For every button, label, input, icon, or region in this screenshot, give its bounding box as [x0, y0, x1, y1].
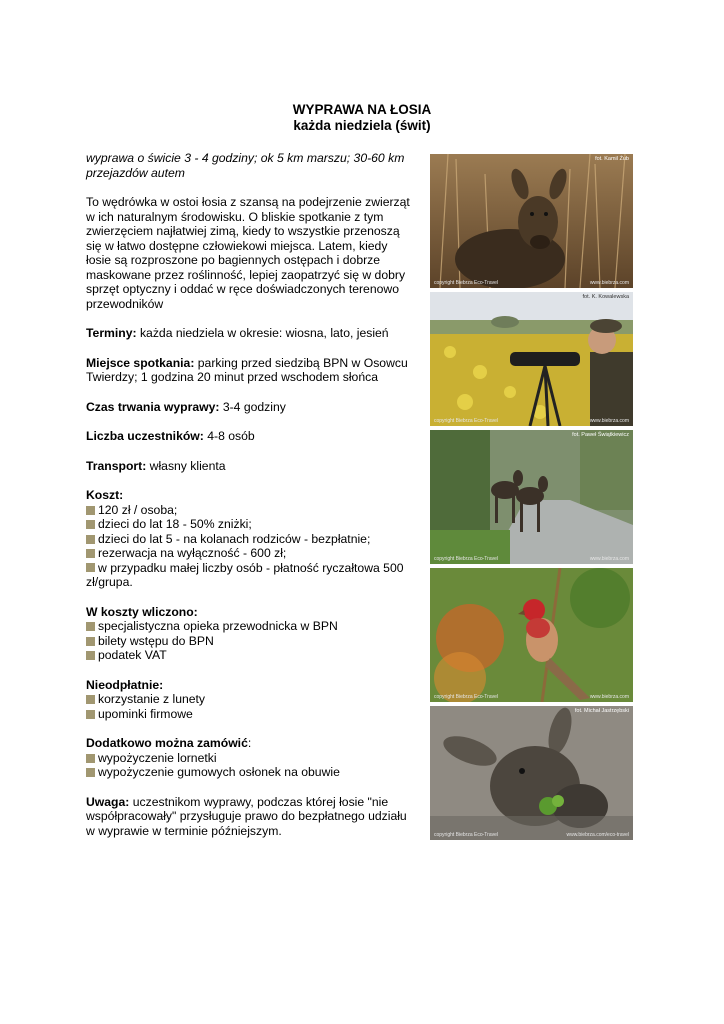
list-item: podatek VAT [86, 648, 414, 663]
uwaga-line [86, 795, 414, 839]
transport-label: Transport: [86, 458, 147, 473]
page-title: WYPRAWA NA ŁOSIA [292, 102, 432, 117]
koszt-heading: Koszt: [86, 488, 124, 502]
photo-copyright: copyright Biebrza Eco-Travel [434, 280, 499, 286]
square-bullet-icon [86, 549, 95, 558]
list-item: 120 zł / osoba; [86, 503, 414, 518]
photo-copyright: copyright Biebrza Eco-Travel [434, 418, 499, 424]
list-item: bilety wstępu do BPN [86, 634, 414, 649]
list-item: upominki firmowe [86, 707, 414, 722]
czas-value: 3-4 godziny [219, 399, 286, 414]
photo-moose-closeup [430, 706, 633, 840]
photo-rosefinch [430, 568, 633, 702]
intro-italic: wyprawa o świcie 3 - 4 godziny; ok 5 km marszu; 30-60 km przejazdów autem [86, 151, 405, 180]
rosefinch-image [430, 568, 633, 702]
list-item: dzieci do lat 5 - na kolanach rodziców - bezpłatnie; [86, 532, 414, 547]
square-bullet-icon [86, 637, 95, 646]
transport-value: własny klienta [146, 458, 226, 473]
photo-column [430, 154, 633, 844]
uwaga-label: Uwaga: [86, 794, 130, 809]
square-bullet-icon [86, 506, 95, 515]
photo-credit: fot. Paweł Świątkiewicz [572, 432, 629, 438]
moose-closeup-image [430, 706, 633, 840]
photo-moose-reeds [430, 154, 633, 288]
list-item: w przypadku małej liczby osób - płatność ryczałtowa 500 zł/grupa. [86, 560, 404, 589]
photo-site: www.biebrza.com/eco-travel [566, 832, 629, 838]
dodatkowo-list [86, 751, 414, 780]
photo-copyright: copyright Biebrza Eco-Travel [434, 556, 499, 562]
miejsce-label: Miejsce spotkania: [86, 355, 195, 370]
square-bullet-icon [86, 651, 95, 660]
photo-credit: fot. K. Kowalewska [582, 294, 629, 300]
transport-line [86, 459, 414, 474]
text-column [86, 151, 414, 838]
czas-line [86, 400, 414, 415]
terminy-value: każda niedziela w okresie: wiosna, lato, jesień [136, 326, 389, 340]
koszt-list [86, 503, 414, 590]
czas-label: Czas trwania wyprawy: [86, 399, 220, 414]
nieodplatnie-heading: Nieodpłatnie: [86, 677, 164, 692]
photo-copyright: copyright Biebrza Eco-Travel [434, 694, 499, 700]
moose-road-image [430, 430, 633, 564]
list-item: dzieci do lat 18 - 50% zniżki; [86, 517, 414, 532]
page-subtitle: każda niedziela (świt) [293, 118, 431, 133]
square-bullet-icon [86, 695, 95, 704]
square-bullet-icon [86, 520, 95, 529]
square-bullet-icon [86, 710, 95, 719]
photo-site: www.biebrza.com [589, 694, 629, 700]
square-bullet-icon [86, 622, 95, 631]
photo-copyright: copyright Biebrza Eco-Travel [434, 832, 499, 838]
photo-credit: fot. Kamil Żub [595, 156, 629, 162]
miejsce-value: parking przed siedzibą BPN w Osowcu Twierdzy; 1 godzina 20 minut przed wschodem słońca [86, 355, 408, 384]
square-bullet-icon [86, 768, 95, 777]
liczba-value: 4-8 osób [203, 429, 255, 443]
photo-site: www.biebrza.com [589, 418, 629, 424]
title-block [0, 102, 724, 134]
photo-moose-road [430, 430, 633, 564]
wliczono-heading: W koszty wliczono: [86, 604, 198, 619]
list-item: rezerwacja na wyłączność - 600 zł; [86, 546, 414, 561]
nieodplatnie-list [86, 692, 414, 721]
liczba-line [86, 429, 414, 444]
wliczono-list [86, 619, 414, 663]
photo-spotting-scope [430, 292, 633, 426]
dodatkowo-heading: Dodatkowo można zamówić: [86, 736, 252, 750]
uwaga-value: uczestnikom wyprawy, podczas której łosie "nie współpracowały" przysługuje prawo do bezpłatnego udziału w wyprawie w terminie późniejszym. [86, 794, 407, 838]
photo-site: www.biebrza.com [589, 556, 629, 562]
list-item: wypożyczenie lornetki [86, 751, 414, 766]
spotting-scope-image [430, 292, 633, 426]
terminy-line [86, 326, 414, 341]
square-bullet-icon [86, 563, 95, 572]
square-bullet-icon [86, 535, 95, 544]
terminy-label: Terminy: [86, 326, 137, 340]
list-item: specjalistyczna opieka przewodnicka w BPN [86, 619, 414, 634]
description: To wędrówka w ostoi łosia z szansą na podejrzenie zwierząt w ich naturalnym środowisku. O bliskie spotkanie z tym zwierzęciem najłatwiej zimą, kiedy to wszystkie przenoszą się w łatwo dostępne człowiekowi miejsca. Latem, kiedy łosie są rozproszone po bagiennych ostępach i dobrze maskowane przez roślinność, lepiej zaopatrzyć się w dobry sprzęt optyczny i oddać w ręce doświadczonych terenowo przewodników [86, 195, 410, 311]
photo-credit: fot. Michał Jastrzębski [574, 708, 629, 714]
list-item: korzystanie z lunety [86, 692, 414, 707]
liczba-label: Liczba uczestników: [86, 429, 204, 443]
square-bullet-icon [86, 754, 95, 763]
moose-reeds-image [430, 154, 633, 288]
list-item: wypożyczenie gumowych osłonek na obuwie [86, 765, 414, 780]
photo-site: www.biebrza.com [589, 280, 629, 286]
miejsce-line [86, 356, 414, 385]
